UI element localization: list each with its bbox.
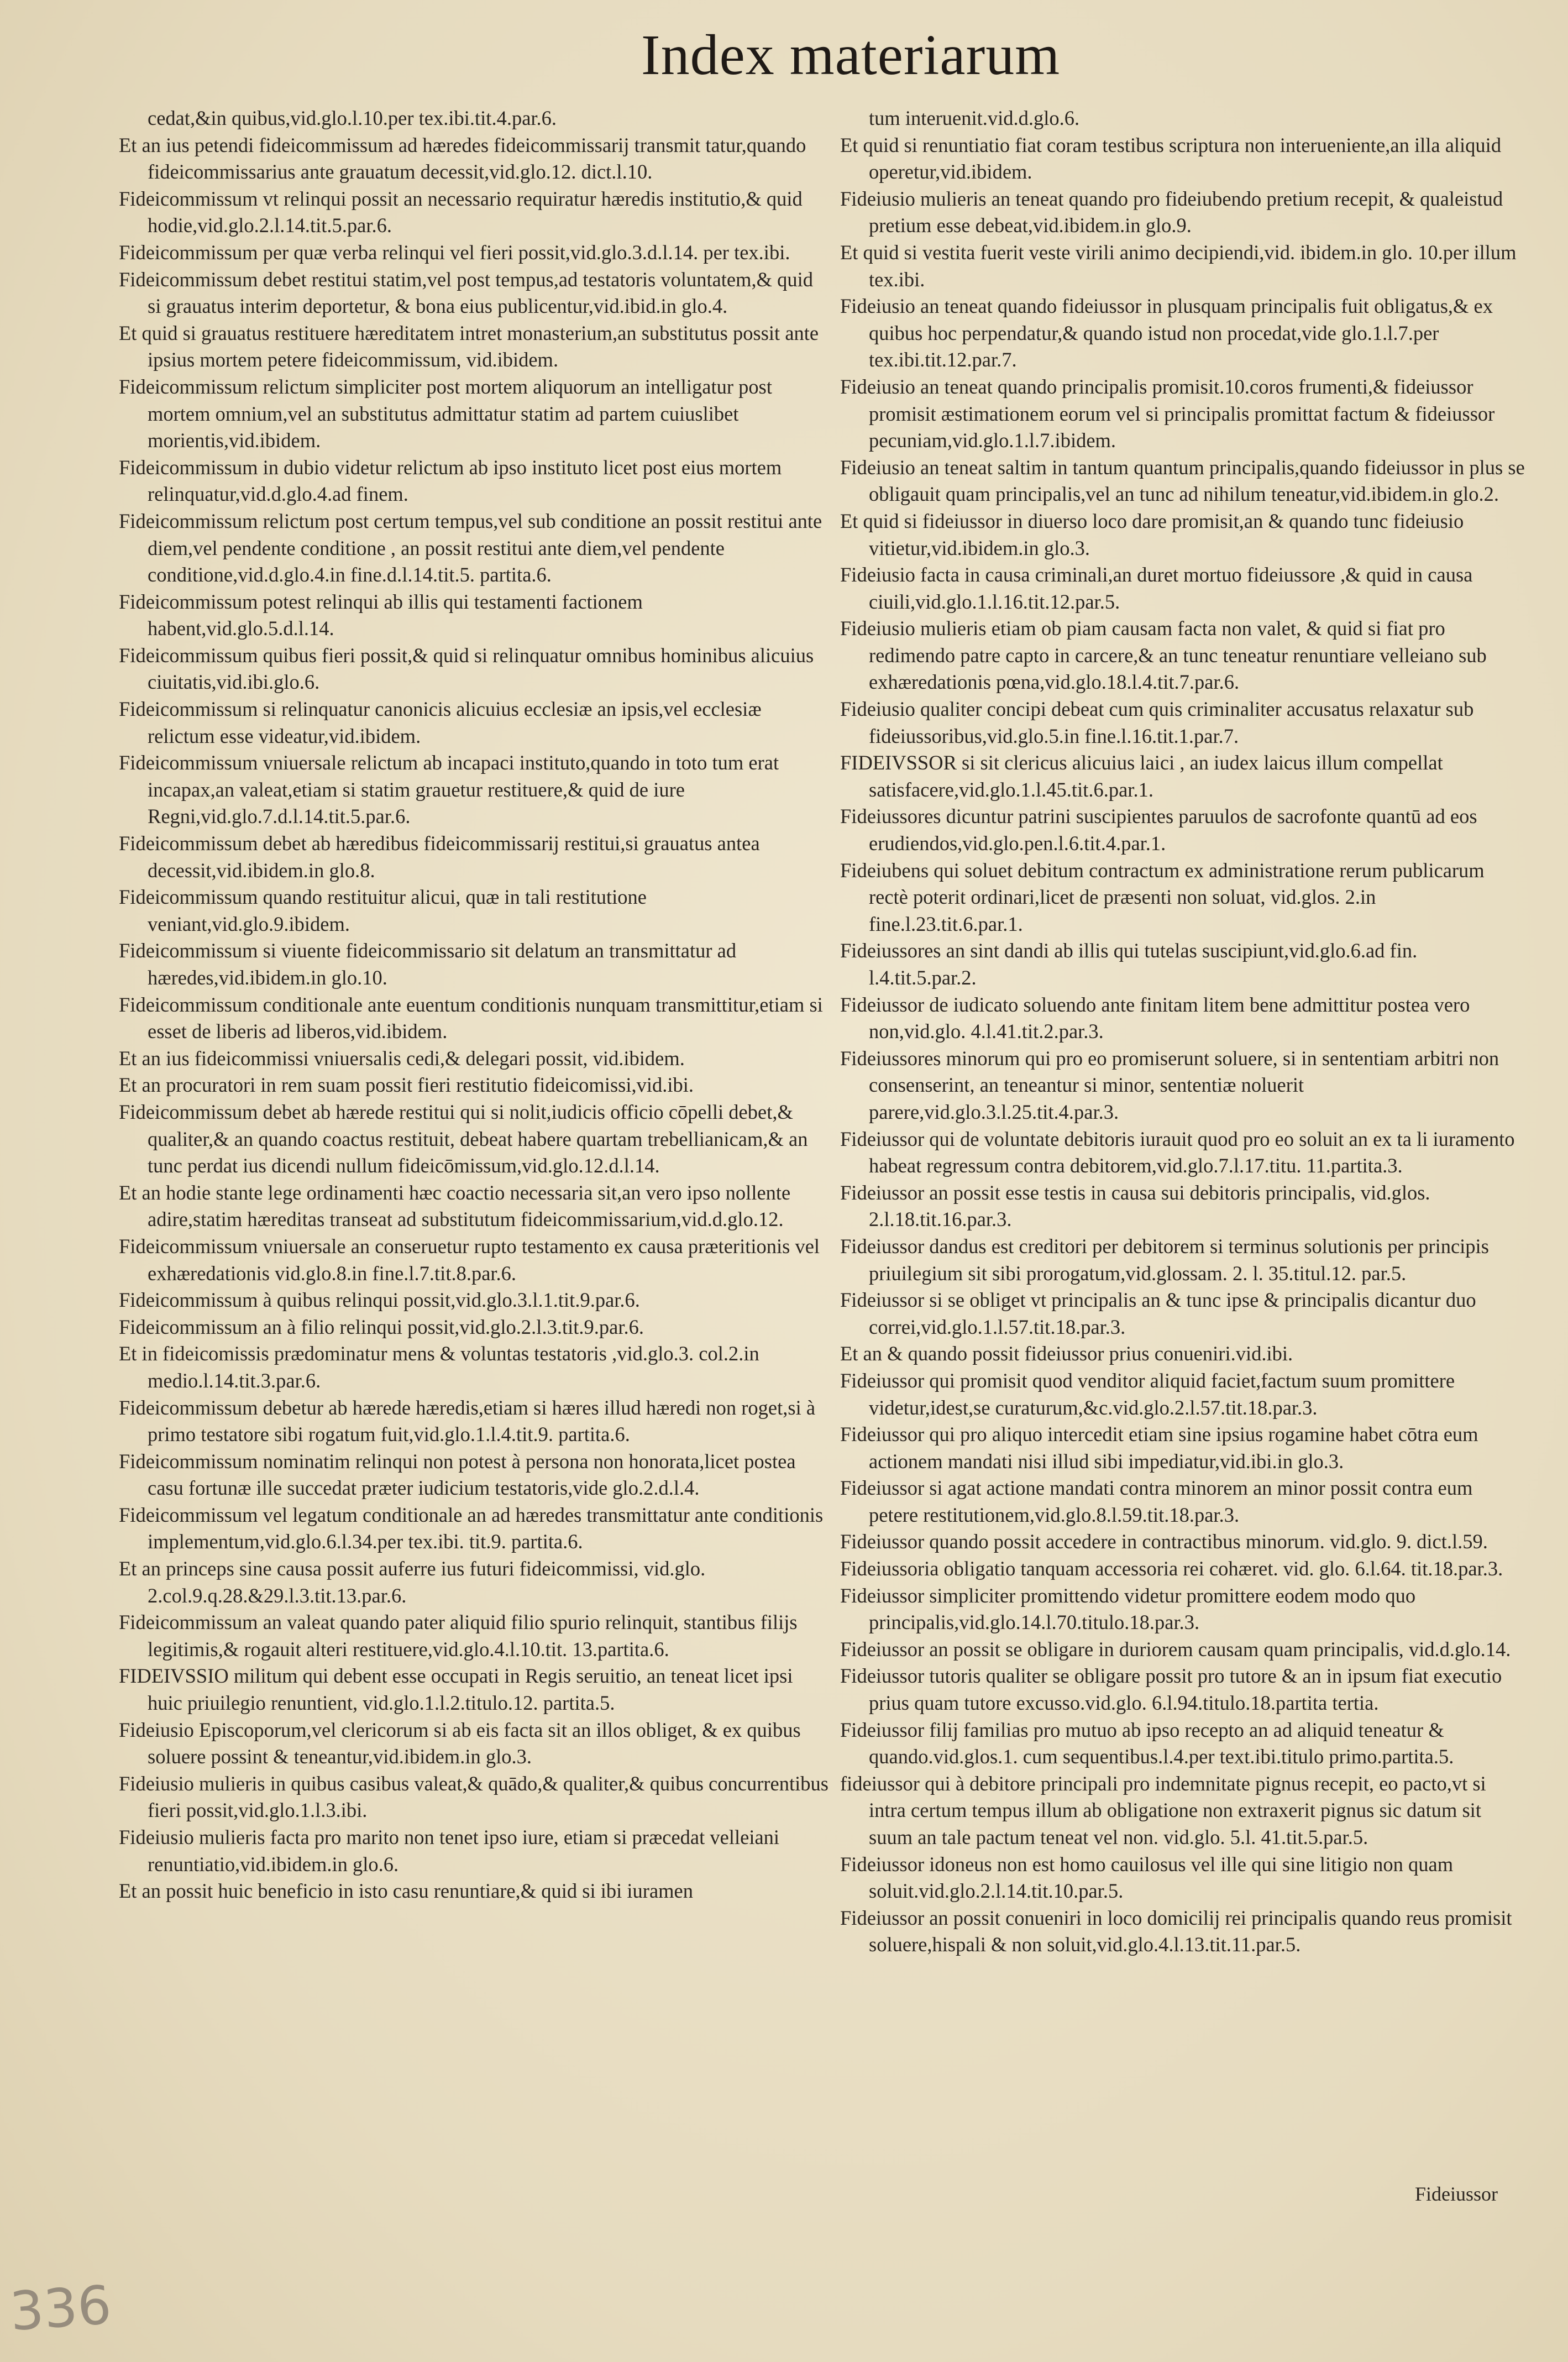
index-entry: Et in fideicomissis prædominatur mens & voluntas testatoris ,vid.glo.3. col.2.in medio.l.14.tit.3.par.6.: [119, 1342, 759, 1392]
index-entry: FIDEIVSSOR si sit clericus alicuius laici , an iudex laicus illum compellat satisfacere,vid.glo.1.l.45.tit.6.par.1.: [840, 751, 1443, 801]
index-entry: Fideiussor an possit esse testis in causa sui debitoris principalis, vid.glos. 2.l.18.tit.16.par.3.: [840, 1181, 1430, 1231]
left-column: [119, 105, 829, 1905]
index-entry: Fideiussor qui de voluntate debitoris iurauit quod pro eo soluit an ex ta li iuramento habeat regressum contra debitorem,vid.glo.7.l.17.titu. 11.partita.3.: [840, 1127, 1515, 1177]
index-entry: Et quid si fideiussor in diuerso loco dare promisit,an & quando tunc fideiusio vitietur,vid.ibidem.in glo.3.: [840, 509, 1464, 559]
index-entry: cedat,&in quibus,vid.glo.l.10.per tex.ibi.tit.4.par.6.: [148, 107, 557, 129]
index-entry: Fideiusio an teneat quando fideiussor in plusquam principalis fuit obligatus,& ex quibus hoc perpendatur,& quando istud non procedat,vide glo.1.l.7.per tex.ibi.tit.12.par.7.: [840, 295, 1493, 371]
index-entry: tum interuenit.vid.d.glo.6.: [869, 107, 1080, 129]
index-entry: Fideicommissum potest relinqui ab illis qui testamenti factionem habent,vid.glo.5.d.l.14.: [119, 590, 643, 640]
index-entry: Fideiussor filij familias pro mutuo ab ipso recepto an ad aliquid teneatur & quando.vid.glos.1. cum sequentibus.l.4.per text.ibi.titulo primo.partita.5.: [840, 1718, 1454, 1768]
index-entry: Et an ius petendi fideicommissum ad hæredes fideicommissarij transmit tatur,quando fideicommissarius ante grauatum decessit,vid.glo.12. dict.l.10.: [119, 133, 806, 184]
index-entry: Fideiusio Episcoporum,vel clericorum si ab eis facta sit an illos obliget, & ex quibus soluere possint & teneantur,vid.ibidem.in glo.3.: [119, 1718, 801, 1768]
index-entry: Et an ius fideicommissi vniuersalis cedi,& delegari possit, vid.ibidem.: [119, 1046, 685, 1070]
index-entry: Et an & quando possit fideiussor prius conueniri.vid.ibi.: [840, 1342, 1293, 1365]
index-entry: Fideiussor simpliciter promittendo videtur promittere eodem modo quo principalis,vid.glo.14.l.70.titulo.18.par.3.: [840, 1584, 1416, 1634]
index-entry: Fideiubens qui soluet debitum contractum ex administratione rerum publicarum rectè poterit ordinari,licet de præsenti non soluat, vid.glos. 2.in fine.l.23.tit.6.par.1.: [840, 858, 1485, 935]
index-entry: Fideicommissum an à filio relinqui possit,vid.glo.2.l.3.tit.9.par.6.: [119, 1315, 644, 1338]
index-entry: Fideiussor dandus est creditori per debitorem si terminus solutionis per principis priuilegium sit sibi prorogatum,vid.glossam. 2. l. 35.titul.12. par.5.: [840, 1234, 1489, 1285]
index-entry: Fideiussor de iudicato soluendo ante finitam litem bene admittitur postea vero non,vid.glo. 4.l.41.tit.2.par.3.: [840, 993, 1470, 1043]
index-entry: Fideiusio mulieris facta pro marito non tenet ipso iure, etiam si præcedat velleiani renuntiatio,vid.ibidem.in glo.6.: [119, 1826, 780, 1876]
index-entry: Fideiussor qui promisit quod venditor aliquid faciet,factum suum promittere videtur,idest,se curaturum,&c.vid.glo.2.l.57.tit.18.par.3.: [840, 1369, 1455, 1419]
index-entry: Et an hodie stante lege ordinamenti hæc coactio necessaria sit,an vero ipso nollente adire,statim hæreditas transeat ad substitutum fideicommissarium,vid.d.glo.12.: [119, 1181, 791, 1231]
index-entry: Fideicommissum debetur ab hærede hæredis,etiam si hæres illud hæredi non roget,si à primo testatore sibi rogatum fuit,vid.glo.1.l.4.tit.9. partita.6.: [119, 1396, 816, 1446]
index-entry: Fideicommissum quibus fieri possit,& quid si relinquatur omnibus hominibus alicuius ciuitatis,vid.ibi.glo.6.: [119, 643, 814, 694]
index-entry: Fideicommissum à quibus relinqui possit,vid.glo.3.l.1.tit.9.par.6.: [119, 1289, 640, 1312]
index-entry: Fideiussoria obligatio tanquam accessoria rei cohæret. vid. glo. 6.l.64. tit.18.par.3.: [840, 1557, 1503, 1580]
index-entry: Fideicommissum vniuersale an conseruetur rupto testamento ex causa præteritionis vel exhæredationis vid.glo.8.in fine.l.7.tit.8.par.6.: [119, 1234, 820, 1285]
index-entry: fideiussor qui à debitore principali pro indemnitate pignus recepit, eo pacto,vt si intra certum tempus illum ab obligatione non extraxerit pignus sic datum sit suum an tale pactum teneat vel non. vid.glo. 5.l. 41.tit.5.par.5.: [840, 1772, 1486, 1848]
index-entry: Fideicommissum vt relinqui possit an necessario requiratur hæredis institutio,& quid hodie,vid.glo.2.l.14.tit.5.par.6.: [119, 187, 803, 237]
index-entry: Fideicommissum vel legatum conditionale an ad hæredes transmittatur ante conditionis implementum,vid.glo.6.l.34.per tex.ibi. tit.9. partita.6.: [119, 1503, 824, 1553]
index-entry: Fideiussor tutoris qualiter se obligare possit pro tutore & an in ipsum fiat executio prius quam tutore excusso.vid.glo. 6.l.94.titulo.18.partita tertia.: [840, 1664, 1502, 1715]
index-entry: Fideicommissum vniuersale relictum ab incapaci instituto,quando in toto tum erat incapax,an valeat,etiam si statim grauetur restituere,& quid de iure Regni,vid.glo.7.d.l.14.tit.5.par.6.: [119, 751, 779, 828]
index-entry: Fideiussores dicuntur patrini suscipientes paruulos de sacrofonte quantū ad eos erudiendos,vid.glo.pen.l.6.tit.4.par.1.: [840, 805, 1477, 855]
index-entry: Et an procuratori in rem suam possit fieri restitutio fideicomissi,vid.ibi.: [119, 1073, 694, 1097]
index-entry: Fideicommissum per quæ verba relinqui vel fieri possit,vid.glo.3.d.l.14. per tex.ibi.: [119, 240, 790, 264]
index-entry: Fideicommissum debet ab hærede restitui qui si nolit,iudicis officio cōpelli debet,& qualiter,& an quando coactus restituit, debeat habere quartam trebellianicam,& an tunc perdat ius dicendi nullum fideicōmissum,vid.glo.12.d.l.14.: [119, 1100, 808, 1177]
index-entry: Fideiusio an teneat saltim in tantum quantum principalis,quando fideiussor in plus se obligauit quam principalis,vel an tunc ad nihilum teneatur,vid.ibidem.in glo.2.: [840, 455, 1525, 506]
index-entry: Et an possit huic beneficio in isto casu renuntiare,& quid si ibi iuramen: [119, 1879, 694, 1903]
handwritten-folio-number: 336: [8, 2274, 113, 2343]
index-entry: Fideicommissum si viuente fideicommissario sit delatum an transmittatur ad hæredes,vid.ibidem.in glo.10.: [119, 939, 737, 989]
index-entry: Fideiussor an possit se obligare in duriorem causam quam principalis, vid.d.glo.14.: [840, 1637, 1511, 1661]
index-entry: Fideiussor an possit conueniri in loco domicilij rei principalis quando reus promisit soluere,hispali & non soluit,vid.glo.4.l.13.tit.11.par.5.: [840, 1906, 1512, 1956]
index-entry: Fideiussores minorum qui pro eo promiserunt soluere, si in sententiam arbitri non consenserint, an teneantur si minor, sententiæ noluerit parere,vid.glo.3.l.25.tit.4.par.3.: [840, 1046, 1499, 1123]
index-entry: Fideiussor si agat actione mandati contra minorem an minor possit contra eum petere restitutionem,vid.glo.8.l.59.tit.18.par.3.: [840, 1476, 1473, 1526]
index-entry: Fideiussor qui pro aliquo intercedit etiam sine ipsius rogamine habet cōtra eum actionem mandati nisi illud sibi impediatur,vid.ibi.in glo.3.: [840, 1423, 1478, 1473]
index-entry: Fideicommissum nominatim relinqui non potest à persona non honorata,licet postea casu fortunæ ille succedat præter iudicium testatoris,vide glo.2.d.l.4.: [119, 1449, 796, 1500]
index-entry: FIDEIVSSIO militum qui debent esse occupati in Regis seruitio, an teneat licet ipsi huic priuilegio renuntient, vid.glo.1.l.2.titulo.12. partita.5.: [119, 1664, 793, 1715]
index-entry: Fideiusio an teneat quando principalis promisit.10.coros frumenti,& fideiussor promisit æstimationem eorum vel si principalis promittat factum & fideiussor pecuniam,vid.glo.1.l.7.ibidem.: [840, 375, 1495, 452]
index-entry: Fideiussor quando possit accedere in contractibus minorum. vid.glo. 9. dict.l.59.: [840, 1530, 1488, 1553]
index-entry: Fideicommissum in dubio videtur relictum ab ipso instituto licet post eius mortem relinquatur,vid.d.glo.4.ad finem.: [119, 455, 782, 506]
index-entry: Et quid si vestita fuerit veste virili animo decipiendi,vid. ibidem.in glo. 10.per illum tex.ibi.: [840, 240, 1517, 291]
index-entry: Fideicommissum quando restituitur alicui, quæ in tali restitutione veniant,vid.glo.9.ibidem.: [119, 886, 647, 935]
index-entry: Fideicommissum relictum simpliciter post mortem aliquorum an intelligatur post mortem omnium,vel an substitutus admittatur statim ad partem cuiuslibet morientis,vid.ibidem.: [119, 375, 773, 452]
right-column: [840, 105, 1525, 1958]
index-entry: Fideicommissum relictum post certum tempus,vel sub conditione an possit restitui ante diem,vel pendente conditione , an possit restitui ante diem,vel pendente conditione,vid.d.glo.4.in fine.d.l.14.tit.5. partita.6.: [119, 509, 822, 586]
index-entry: Fideiusio mulieris in quibus casibus valeat,& quādo,& qualiter,& quibus concurrentibus fieri possit,vid.glo.1.l.3.ibi.: [119, 1772, 828, 1822]
index-entry: Fideicommissum debet ab hæredibus fideicommissarij restitui,si grauatus antea decessit,vid.ibidem.in glo.8.: [119, 832, 760, 882]
page-header: Index materiarum: [641, 23, 1061, 87]
index-entry: Fideicommissum si relinquatur canonicis alicuius ecclesiæ an ipsis,vel ecclesiæ relictum esse videatur,vid.ibidem.: [119, 698, 762, 747]
index-entry: Fideicommissum debet restitui statim,vel post tempus,ad testatoris voluntatem,& quid si grauatus interim deportetur, & bona eius publicentur,vid.ibid.in glo.4.: [119, 268, 814, 318]
index-entry: Fideiussor si se obliget vt principalis an & tunc ipse & principalis dicantur duo correi,vid.glo.1.l.57.tit.18.par.3.: [840, 1289, 1476, 1338]
index-entry: Fideiusio mulieris an teneat quando pro fideiubendo pretium recepit, & qualeistud pretium esse debeat,vid.ibidem.in glo.9.: [840, 187, 1503, 237]
index-entry: Fideiusio facta in causa criminali,an duret mortuo fideiussore ,& quid in causa ciuili,vid.glo.1.l.16.tit.12.par.5.: [840, 563, 1473, 613]
index-entry: Fideicommissum an valeat quando pater aliquid filio spurio relinquit, stantibus filijs legitimis,& rogauit alteri restituere,vid.glo.4.l.10.tit. 13.partita.6.: [119, 1611, 798, 1661]
index-entry: Fideiussores an sint dandi ab illis qui tutelas suscipiunt,vid.glo.6.ad fin. l.4.tit.5.par.2.: [840, 939, 1418, 989]
index-entry: Et quid si renuntiatio fiat coram testibus scriptura non interueniente,an illa aliquid operetur,vid.ibidem.: [840, 133, 1502, 184]
index-entry: Et quid si grauatus restituere hæreditatem intret monasterium,an substitutus possit ante ipsius mortem petere fideicommissum, vid.ibidem.: [119, 321, 819, 371]
index-entry: Fideiusio qualiter concipi debeat cum quis criminaliter accusatus relaxatur sub fideiussoribus,vid.glo.5.in fine.l.16.tit.1.par.7.: [840, 698, 1474, 747]
index-entry: Fideicommissum conditionale ante euentum conditionis nunquam transmittitur,etiam si esset de liberis ad liberos,vid.ibidem.: [119, 993, 823, 1043]
index-entry: Fideiussor idoneus non est homo cauilosus vel ille qui sine litigio non quam soluit.vid.glo.2.l.14.tit.10.par.5.: [840, 1852, 1454, 1903]
index-entry: Fideiusio mulieris etiam ob piam causam facta non valet, & quid si fiat pro redimendo patre capto in carcere,& an tunc teneatur renuntiare velleiano sub exhæredationis pœna,vid.glo.18.l.4.tit.7.par.6.: [840, 617, 1487, 694]
catchword: Fideiussor: [1415, 2183, 1498, 2205]
index-entry: Et an princeps sine causa possit auferre ius futuri fideicommissi, vid.glo. 2.col.9.q.28.&29.l.3.tit.13.par.6.: [119, 1557, 706, 1607]
